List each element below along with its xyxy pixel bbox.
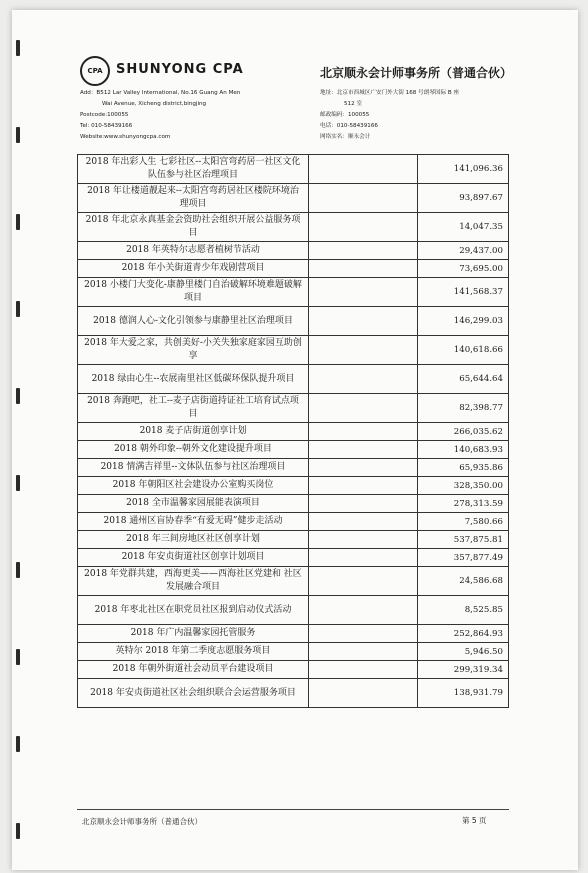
table-row bbox=[78, 661, 509, 679]
project-table bbox=[77, 154, 509, 708]
table-row bbox=[78, 513, 509, 531]
footer-divider bbox=[77, 809, 509, 810]
project-amount: 357,877.49 bbox=[418, 549, 509, 567]
project-name: 2018 奔跑吧，社工--麦子店街道持证社工培育试点项目 bbox=[78, 394, 309, 423]
project-name: 2018 年朝阳区社会建设办公室购买岗位 bbox=[78, 477, 309, 495]
empty-cell bbox=[309, 549, 418, 567]
project-amount: 537,875.81 bbox=[418, 531, 509, 549]
binding-mark bbox=[16, 823, 20, 839]
address-en bbox=[80, 88, 300, 143]
project-amount: 266,035.62 bbox=[418, 423, 509, 441]
table-row bbox=[78, 184, 509, 213]
empty-cell bbox=[309, 679, 418, 708]
address-cn bbox=[320, 88, 520, 143]
project-name: 2018 年北京永真基金会资助社会组织开展公益服务项目 bbox=[78, 213, 309, 242]
telephone: 电话：010-58439166 bbox=[320, 123, 378, 129]
empty-cell bbox=[309, 155, 418, 184]
project-name: 2018 年让楼道靓起来--太阳宫弯药居社区楼院环境治理项目 bbox=[78, 184, 309, 213]
project-amount: 328,350.00 bbox=[418, 477, 509, 495]
project-amount: 8,525.85 bbox=[418, 596, 509, 625]
binding-mark bbox=[16, 301, 20, 317]
empty-cell bbox=[309, 625, 418, 643]
table-row bbox=[78, 549, 509, 567]
project-amount: 93,897.67 bbox=[418, 184, 509, 213]
project-name: 2018 德润人心-文化引领参与康静里社区治理项目 bbox=[78, 307, 309, 336]
table-row bbox=[78, 596, 509, 625]
binding-mark bbox=[16, 736, 20, 752]
table-row bbox=[78, 260, 509, 278]
project-name: 2018 全市温馨家园展能表演项目 bbox=[78, 495, 309, 513]
empty-cell bbox=[309, 567, 418, 596]
empty-cell bbox=[309, 531, 418, 549]
table-row bbox=[78, 423, 509, 441]
project-amount: 73,695.00 bbox=[418, 260, 509, 278]
project-amount: 252,864.93 bbox=[418, 625, 509, 643]
empty-cell bbox=[309, 459, 418, 477]
project-name: 2018 小楼门大变化-康静里楼门自治破解环境难题破解项目 bbox=[78, 278, 309, 307]
project-amount: 65,935.86 bbox=[418, 459, 509, 477]
table-row bbox=[78, 625, 509, 643]
firm-name-cn: 北京顺永会计师事务所（普通合伙） bbox=[320, 66, 513, 80]
table-row bbox=[78, 307, 509, 336]
table-row bbox=[78, 531, 509, 549]
project-name: 2018 年小关街道青少年戏剧营项目 bbox=[78, 260, 309, 278]
empty-cell bbox=[309, 477, 418, 495]
web-name: 网络实名：顺永会计 bbox=[320, 134, 371, 140]
project-amount: 24,586.68 bbox=[418, 567, 509, 596]
table-row bbox=[78, 567, 509, 596]
binding-mark bbox=[16, 649, 20, 665]
empty-cell bbox=[309, 596, 418, 625]
address-line: Wai Avenue, Xicheng district,bingjing bbox=[102, 101, 207, 107]
telephone: Tel: 010-58439166 bbox=[80, 123, 133, 129]
project-name: 2018 通州区盲协春季“有爱无碍”健步走活动 bbox=[78, 513, 309, 531]
table-row bbox=[78, 441, 509, 459]
footer-firm: 北京顺永会计师事务所（普通合伙） bbox=[82, 817, 202, 826]
project-name: 2018 年党群共建，西海更美——西海社区党建和 社区发展融合项目 bbox=[78, 567, 309, 596]
project-name: 2018 朝外印象--朝外文化建设提升项目 bbox=[78, 441, 309, 459]
project-amount: 140,683.93 bbox=[418, 441, 509, 459]
empty-cell bbox=[309, 661, 418, 679]
project-name: 2018 年朝外街道社会动员平台建设项目 bbox=[78, 661, 309, 679]
project-name: 2018 年三间房地区社区创享计划 bbox=[78, 531, 309, 549]
page-number: 第 5 页 bbox=[462, 816, 487, 825]
empty-cell bbox=[309, 441, 418, 459]
binding-mark bbox=[16, 475, 20, 491]
address-line: 地址：北京市西城区广安门外大街 168 号朗琴国际 B 座 bbox=[320, 90, 460, 96]
empty-cell bbox=[309, 643, 418, 661]
table-row bbox=[78, 155, 509, 184]
project-name: 2018 年枣北社区在职党员社区报到启动仪式活动 bbox=[78, 596, 309, 625]
binding-mark bbox=[16, 388, 20, 404]
empty-cell bbox=[309, 336, 418, 365]
project-amount: 299,319.34 bbox=[418, 661, 509, 679]
empty-cell bbox=[309, 307, 418, 336]
postcode: 邮政编码：100055 bbox=[320, 112, 370, 118]
project-name: 2018 年安贞街道社区创享计划项目 bbox=[78, 549, 309, 567]
table-row bbox=[78, 394, 509, 423]
project-name: 2018 年出彩人生 七彩社区--太阳宫弯药居一社区文化队伍参与社区治理项目 bbox=[78, 155, 309, 184]
project-name: 2018 年广内温馨家园托管服务 bbox=[78, 625, 309, 643]
project-name: 2018 麦子店街道创享计划 bbox=[78, 423, 309, 441]
website: Website:www.shunyongcpa.com bbox=[80, 134, 171, 140]
project-name: 英特尔 2018 年第二季度志愿服务项目 bbox=[78, 643, 309, 661]
project-amount: 65,644.64 bbox=[418, 365, 509, 394]
table-row bbox=[78, 336, 509, 365]
project-amount: 146,299.03 bbox=[418, 307, 509, 336]
table-row bbox=[78, 459, 509, 477]
binding-mark bbox=[16, 214, 20, 230]
empty-cell bbox=[309, 423, 418, 441]
project-name: 2018 年大爱之家，共创美好-小关失独家庭家园互助创享 bbox=[78, 336, 309, 365]
binding-mark bbox=[16, 40, 20, 56]
logo-text: CPA bbox=[87, 67, 103, 75]
address-line: 512 室 bbox=[344, 101, 363, 107]
binding-mark bbox=[16, 562, 20, 578]
empty-cell bbox=[309, 278, 418, 307]
project-name: 2018 年安贞街道社区社会组织联合会运营服务项目 bbox=[78, 679, 309, 708]
table-row bbox=[78, 213, 509, 242]
empty-cell bbox=[309, 242, 418, 260]
table-row bbox=[78, 679, 509, 708]
project-amount: 82,398.77 bbox=[418, 394, 509, 423]
project-amount: 141,096.36 bbox=[418, 155, 509, 184]
project-amount: 278,313.59 bbox=[418, 495, 509, 513]
table-row bbox=[78, 495, 509, 513]
project-amount: 7,580.66 bbox=[418, 513, 509, 531]
project-amount: 14,047.35 bbox=[418, 213, 509, 242]
project-amount: 140,618.66 bbox=[418, 336, 509, 365]
project-amount: 138,931.79 bbox=[418, 679, 509, 708]
postcode: Postcode:100055 bbox=[80, 112, 129, 118]
address-line: Add：B512 Lar Valley International, No.16 Guang An Men bbox=[80, 90, 241, 96]
table-row bbox=[78, 278, 509, 307]
empty-cell bbox=[309, 213, 418, 242]
binding-mark bbox=[16, 127, 20, 143]
empty-cell bbox=[309, 513, 418, 531]
project-name: 2018 情满吉祥里--文体队伍参与社区治理项目 bbox=[78, 459, 309, 477]
project-name: 2018 年英特尔志愿者植树节活动 bbox=[78, 242, 309, 260]
empty-cell bbox=[309, 260, 418, 278]
empty-cell bbox=[309, 495, 418, 513]
firm-logo bbox=[80, 56, 110, 86]
project-amount: 29,437.00 bbox=[418, 242, 509, 260]
table-row bbox=[78, 365, 509, 394]
empty-cell bbox=[309, 365, 418, 394]
table-row bbox=[78, 242, 509, 260]
project-amount: 141,568.37 bbox=[418, 278, 509, 307]
table-row bbox=[78, 477, 509, 495]
table-row bbox=[78, 643, 509, 661]
brand-name: SHUNYONG CPA bbox=[116, 62, 244, 77]
project-name: 2018 绿由心生--农展南里社区低碳环保队提升项目 bbox=[78, 365, 309, 394]
empty-cell bbox=[309, 394, 418, 423]
empty-cell bbox=[309, 184, 418, 213]
project-amount: 5,946.50 bbox=[418, 643, 509, 661]
